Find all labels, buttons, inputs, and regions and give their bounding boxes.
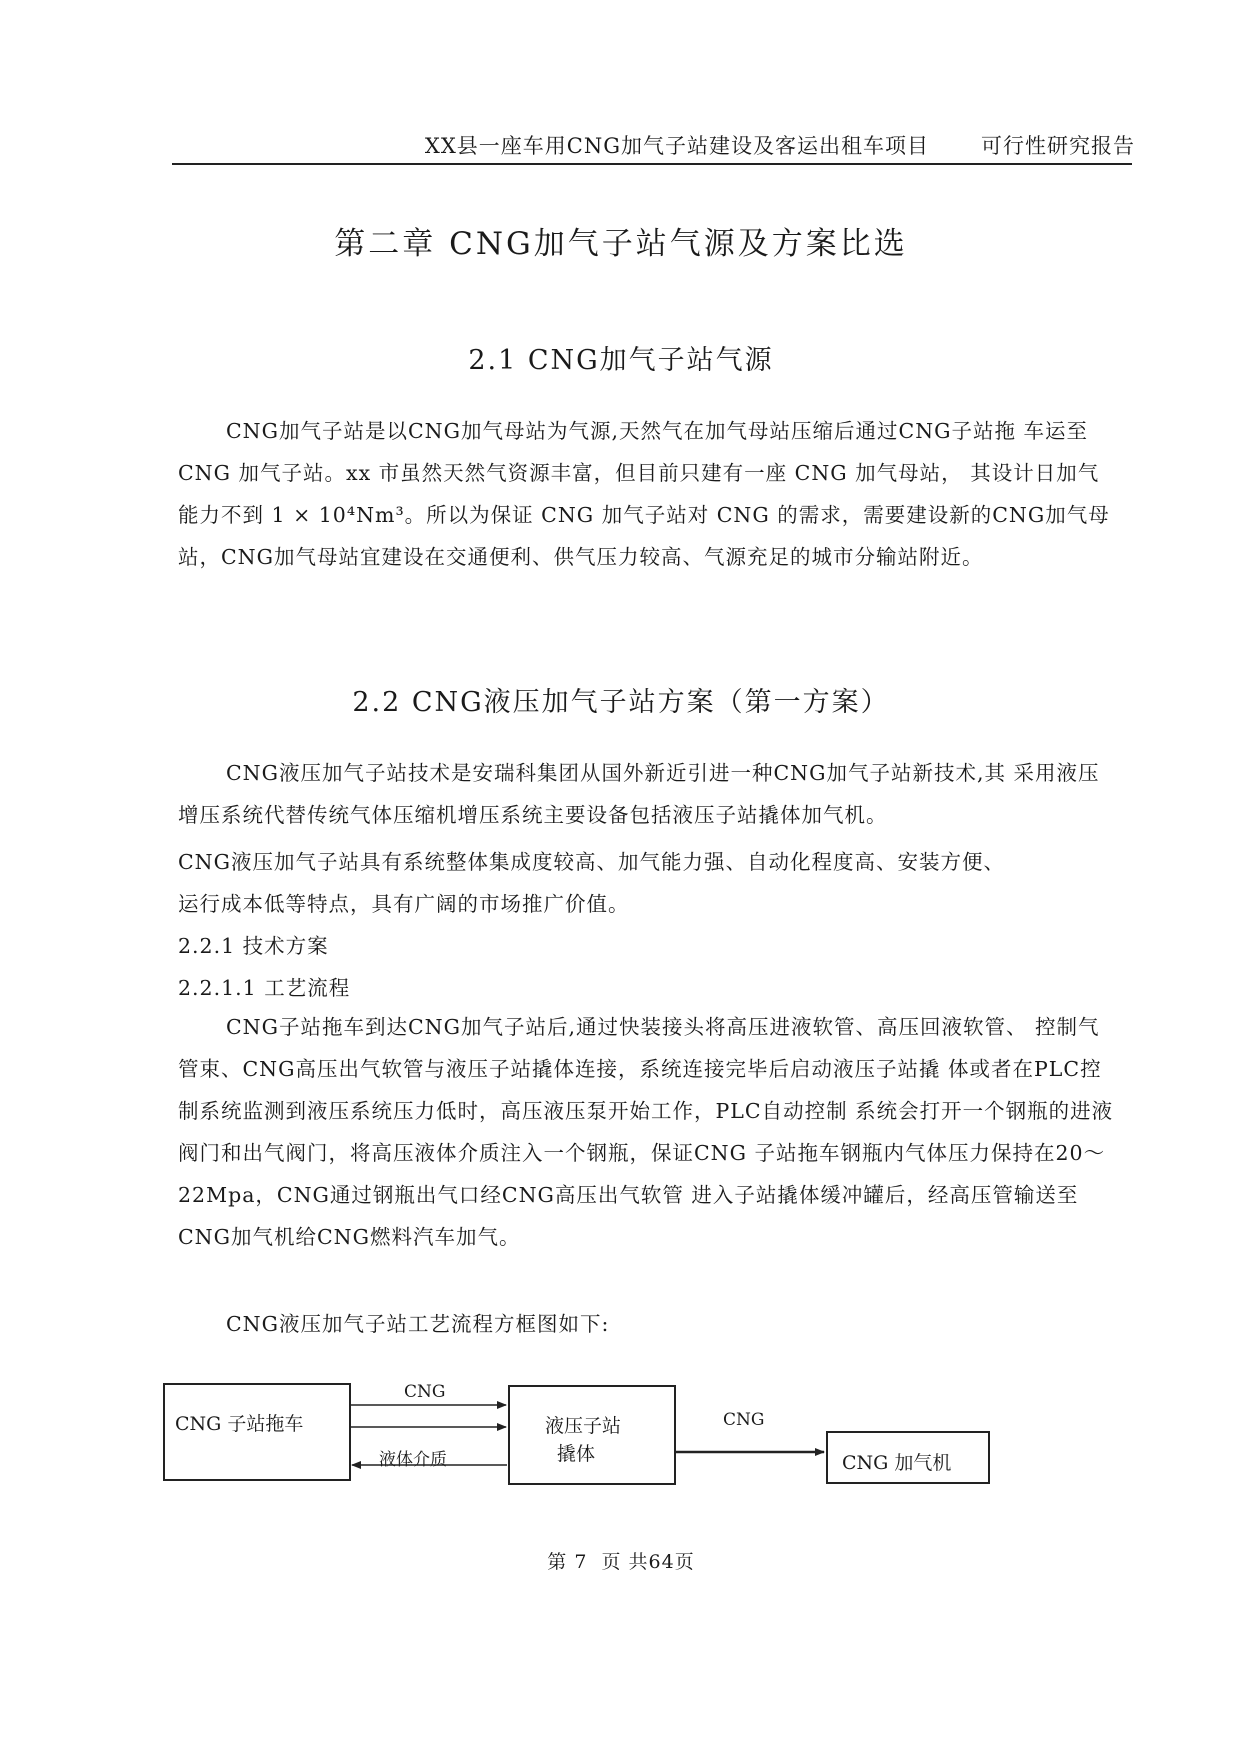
diagram-intro: CNG液压加气子站工艺流程方框图如下: bbox=[226, 1312, 610, 1336]
subsection-2-2-1-1-heading: 2.2.1.1 工艺流程 bbox=[178, 976, 351, 1000]
chapter-title: 第二章 CNG加气子站气源及方案比选 bbox=[334, 226, 908, 262]
section-2-1-title: 2.1 CNG加气子站气源 bbox=[468, 345, 774, 376]
cng-flow-label-top: CNG bbox=[404, 1382, 446, 1402]
section-2-2-line-b: 运行成本低等特点，具有广阔的市场推广价值。 bbox=[178, 892, 630, 916]
hydraulic-skid-label-line1: 液压子站 bbox=[545, 1415, 622, 1437]
section-2-2-line-a: CNG液压加气子站具有系统整体集成度较高、加气能力强、自动化程度高、安装方便、 bbox=[178, 850, 1005, 874]
section-2-2-title: 2.2 CNG液压加气子站方案（第一方案） bbox=[352, 687, 890, 718]
liquid-medium-label: 液体介质 bbox=[379, 1450, 447, 1470]
page-footer: 第 7 页 共64页 bbox=[547, 1551, 695, 1573]
hydraulic-skid-label-line2: 撬体 bbox=[557, 1443, 596, 1465]
trailer-box-label: CNG 子站拖车 bbox=[175, 1413, 304, 1435]
header-project-title: XX县一座车用CNG加气子站建设及客运出租车项目 bbox=[424, 134, 929, 158]
section-2-2-paragraph: CNG液压加气子站技术是安瑞科集团从国外新近引进一种CNG加气子站新技术,其 采用液压增压系统代替传统气体压缩机增压系统主要设备包括液压子站撬体加气机。 bbox=[178, 761, 1100, 827]
dispenser-box-label: CNG 加气机 bbox=[842, 1452, 952, 1474]
header-report-type: 可行性研究报告 bbox=[981, 134, 1135, 158]
cng-flow-label-right: CNG bbox=[723, 1410, 765, 1430]
section-2-1-paragraph: CNG加气子站是以CNG加气母站为气源,天然气在加气母站压缩后通过CNG子站拖 车运至CNG 加气子站。xx 市虽然天然气资源丰富，但目前只建有一座 CNG 加气母站， 其设计日加气能力不到 1 × 10⁴Nm³。所以为保证 CNG 加气子站对 CNG 的需求，需要建设新的CNG加气母站，CNG加气母站宜建设在交通便利、供气压力较高、气源充足的城市分输站附近。 bbox=[178, 419, 1110, 569]
process-paragraph: CNG子站拖车到达CNG加气子站后,通过快装接头将高压进液软管、高压回液软管、 控制气管束、CNG高压出气软管与液压子站撬体连接，系统连接完毕后启动液压子站撬 体或者在PLC控制系统监测到液压系统压力低时，高压液压泵开始工作，PLC自动控制 系统会打开一个钢瓶的进液阀门和出气阀门，将高压液体介质注入一个钢瓶，保证CNG 子站拖车钢瓶内气体压力保持在20～22Mpa，CNG通过钢瓶出气口经CNG高压出气软管 进入子站撬体缓冲罐后，经高压管输送至CNG加气机给CNG燃料汽车加气。 bbox=[178, 1015, 1114, 1249]
subsection-2-2-1-heading: 2.2.1 技术方案 bbox=[178, 934, 329, 958]
